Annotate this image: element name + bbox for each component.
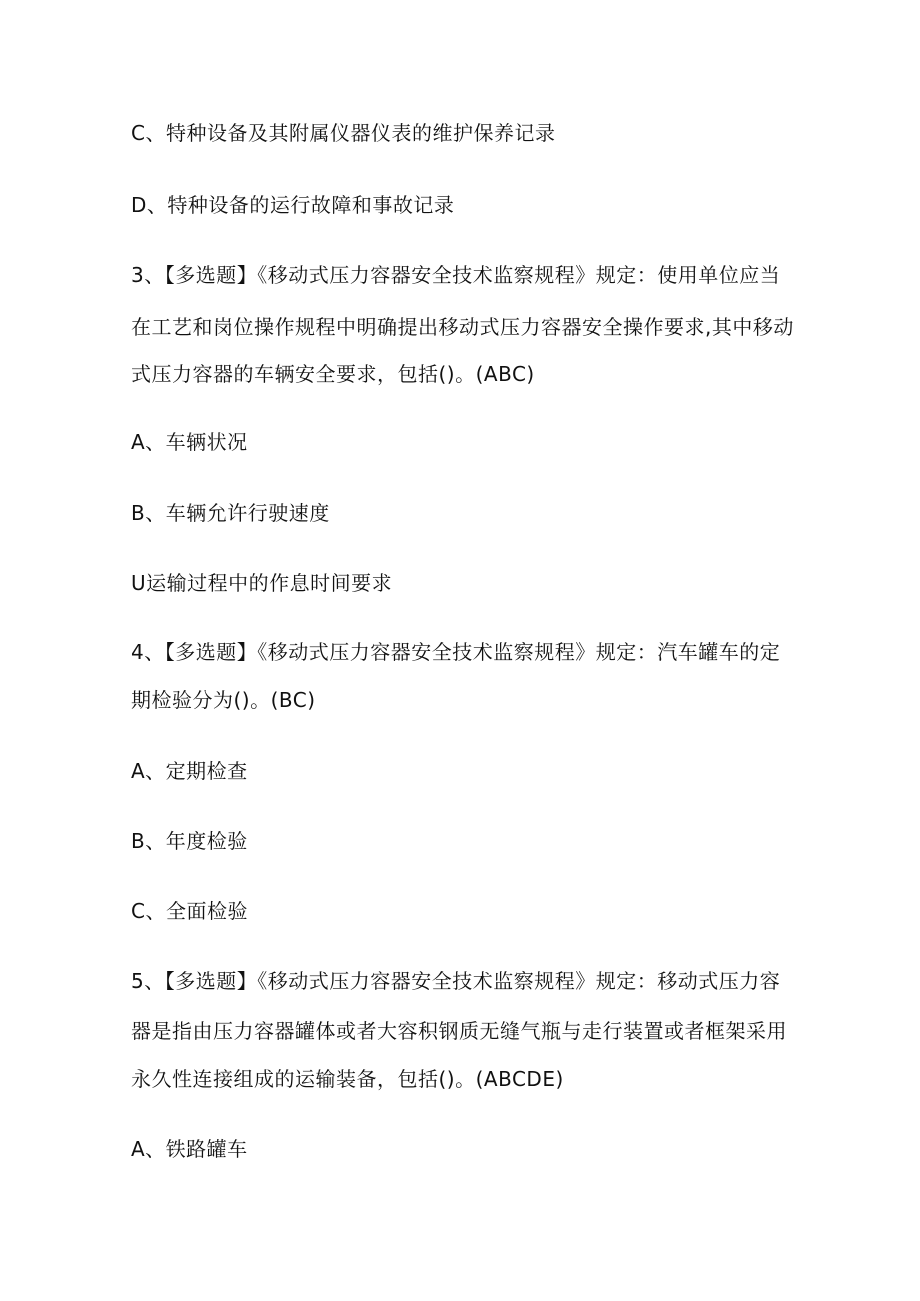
option-c-full-inspection: C、全面检验 (131, 899, 248, 923)
question-3-line-2: 在工艺和岗位操作规程中明确提出移动式压力容器安全操作要求,其中移动 (131, 315, 794, 339)
option-a-periodic-check: A、定期检查 (131, 759, 248, 783)
question-5-line-3: 永久性连接组成的运输装备，包括()。(ABCDE) (131, 1067, 564, 1091)
question-4-line-1: 4、【多选题】《移动式压力容器安全技术监察规程》规定：汽车罐车的定 (131, 640, 781, 664)
question-3-line-3: 式压力容器的车辆安全要求，包括()。(ABC) (131, 362, 535, 386)
option-a-railway-tanker: A、铁路罐车 (131, 1137, 248, 1161)
question-5-line-1: 5、【多选题】《移动式压力容器安全技术监察规程》规定：移动式压力容 (131, 969, 781, 993)
question-3-line-1: 3、【多选题】《移动式压力容器安全技术监察规程》规定：使用单位应当 (131, 263, 781, 287)
option-d-fault-records: D、特种设备的运行故障和事故记录 (131, 193, 455, 217)
question-5-line-2: 器是指由压力容器罐体或者大容积钢质无缝气瓶与走行装置或者框架采用 (131, 1019, 787, 1043)
option-b-annual-inspection: B、年度检验 (131, 829, 248, 853)
option-c-rest-time: U运输过程中的作息时间要求 (131, 571, 393, 595)
question-4-line-2: 期检验分为()。(BC) (131, 688, 316, 712)
option-a-vehicle-condition: A、车辆状况 (131, 430, 248, 454)
option-c-maintenance-records: C、特种设备及其附属仪器仪表的维护保养记录 (131, 121, 556, 145)
option-b-speed: B、车辆允许行驶速度 (131, 501, 330, 525)
